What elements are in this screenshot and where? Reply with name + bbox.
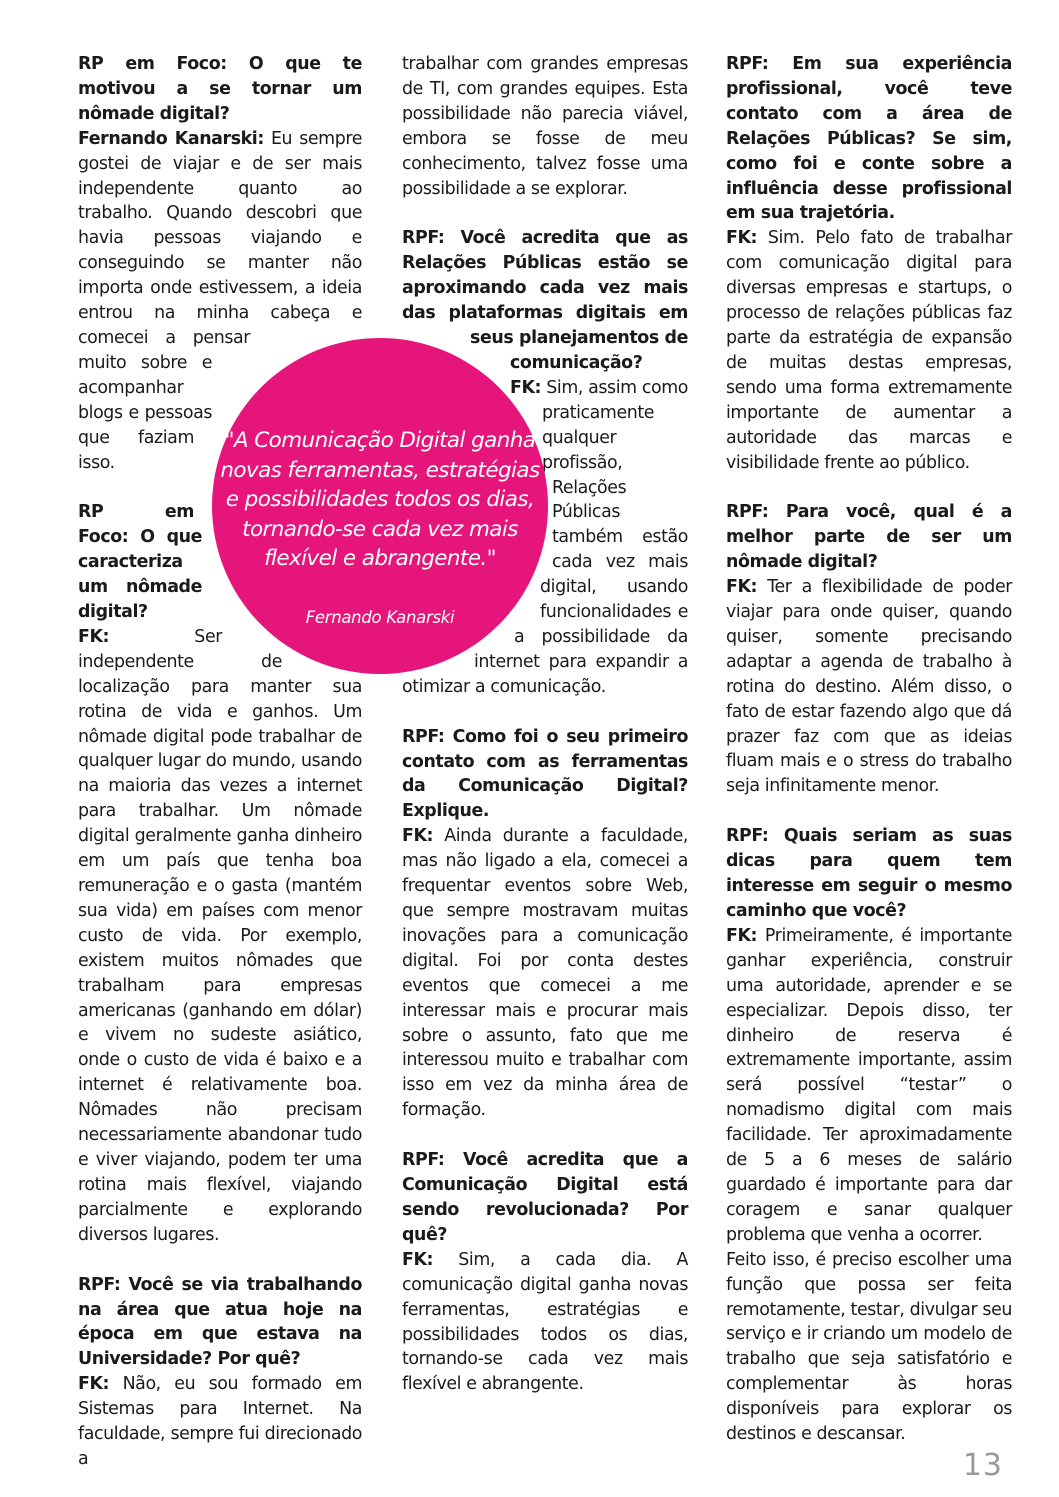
answer-3-continued bbox=[402, 52, 688, 201]
pull-quote-text: "A Comunicação Digital ganha novas ferramentas, estratégias e possibilidades todos os dias, tornando-se cada vez mais flexível e abrangente." bbox=[220, 428, 540, 571]
answer-9 bbox=[726, 924, 1012, 1248]
answer-3 bbox=[78, 1372, 362, 1472]
answer-9-continued bbox=[726, 1248, 1012, 1447]
pull-quote-author: Fernando Kanarski bbox=[305, 608, 455, 627]
question-6: RPF: Você acredita que a Comunicação Digital está sendo revolucionada? Por quê? bbox=[402, 1150, 688, 1245]
answer-label: FK: bbox=[726, 925, 758, 946]
answer-label: FK: bbox=[402, 826, 434, 847]
answer-text: trabalhar com grandes empresas de TI, com grandes equipes. Esta possibilidade não parecia viável, embora se fosse de meu conhecimento, talvez fosse uma possibilidade a se explorar. bbox=[402, 54, 688, 199]
answer-label: FK: bbox=[78, 626, 110, 647]
question-4: RPF: Você acredita que as Relações Públicas estão se aproximando cada vez mais das plataformas digitais em seus planejamentos de comunicação? bbox=[402, 228, 688, 373]
question-3: RPF: Você se via trabalhando na área que atua hoje na época em que estava na Universidade? Por quê? bbox=[78, 1274, 362, 1370]
answer-8 bbox=[726, 575, 1012, 799]
answer-text: Feito isso, é preciso escolher uma função que possa ser feita remotamente, testar, divulgar seu serviço e ir criando um modelo de trabalho que seja satisfatório e complementar às horas disponíveis para explorar os destinos e descansar. bbox=[726, 1249, 1012, 1445]
answer-text: Sim, a cada dia. A comunicação digital ganha novas ferramentas, estratégias e possibilidades todos os dias, tornando-se cada vez mais flexível e abrangente. bbox=[402, 1249, 688, 1395]
answer-text: Não, eu sou formado em Sistemas para Internet. Na faculdade, sempre fui direcionado a bbox=[78, 1374, 362, 1469]
question-7: RPF: Em sua experiência profissional, você teve contato com a área de Relações Públicas? Se sim, como foi e conte sobre a influência desse profissional em sua trajetória. bbox=[726, 54, 1012, 224]
answer-6 bbox=[402, 1248, 688, 1397]
answer-label: Fernando Kanarski: bbox=[78, 128, 264, 149]
answer-text: Sim. Pelo fato de trabalhar com comunicação digital para diversas empresas e startups, o processo de relações públicas faz parte da estratégia de expansão de muitas destas empresas, sendo uma forma extremamente importante de aumentar a autoridade das marcas e visibilidade frente ao público. bbox=[726, 228, 1012, 473]
answer-5 bbox=[402, 824, 688, 1123]
answer-7 bbox=[726, 226, 1012, 475]
answer-text: Primeiramente, é importante ganhar experiência, construir uma autoridade, aprender e se especializar. Depois disso, ter dinheiro de reserva é extremamente importante, assim será possível “testar” o nomadismo digital com mais facilidade. Ter aproximadamente de 5 a 6 meses de salário guardado é importante para dar coragem e sanar qualquer problema que venha a ocorrer. bbox=[726, 925, 1012, 1245]
question-9: RPF: Quais seriam as suas dicas para quem tem interesse em seguir o mesmo caminho que você? bbox=[726, 826, 1012, 921]
question-8: RPF: Para você, qual é a melhor parte de ser um nômade digital? bbox=[726, 502, 1012, 573]
question-2: RP em Foco: O que caracteriza um nômade digital? bbox=[78, 502, 202, 623]
answer-text: Eu sempre gostei de viajar e de ser mais independente quanto ao trabalho. Quando descobri que havia pessoas viajando e conseguindo se manter não importa onde estivessem, a ideia entrou na minha cabeça e comecei a pensar muito sobre e acompanhar blogs e pessoas que faziam isso. bbox=[78, 128, 363, 473]
answer-label: FK: bbox=[726, 228, 758, 249]
answer-label: FK: bbox=[726, 577, 758, 598]
column-3 bbox=[726, 52, 1012, 1447]
answer-label: FK: bbox=[78, 1374, 110, 1395]
answer-2 bbox=[78, 625, 362, 1248]
answer-label: FK: bbox=[402, 1249, 434, 1270]
column-1 bbox=[78, 52, 362, 1472]
page-number: 13 bbox=[962, 1448, 1003, 1483]
answer-text: Ter a flexibilidade de poder viajar para onde quiser, quando quiser, somente precisando adaptar a agenda de trabalho à rotina do destino. Além disso, o fato de estar fazendo algo que dá prazer faz com que as ideias fluam mais e o stress do trabalho seja infinitamente menor. bbox=[726, 577, 1012, 797]
question-1: RP em Foco: O que te motivou a se tornar um nômade digital? bbox=[78, 54, 362, 124]
column-2 bbox=[402, 52, 688, 1397]
answer-text: Sim, assim como praticamente qualquer profissão, Relações Públicas também estão cada vez mais digital, usando funcionalidades e a possibilidade da internet para expandir a otimizar a comunicação. bbox=[402, 377, 688, 697]
pull-quote-circle bbox=[212, 338, 548, 674]
question-5: RPF: Como foi o seu primeiro contato com as ferramentas da Comunicação Digital? Explique. bbox=[402, 726, 688, 822]
answer-text: Ainda durante a faculdade, mas não ligado a ela, comecei a frequentar eventos sobre Web, que sempre mostravam muitas inovações para a comunicação digital. Foi por conta destes eventos que comecei a me interessar mais e procurar mais sobre o assunto, fato que me interessou muito e trabalhar com isso em vez da minha área de formação. bbox=[402, 826, 688, 1121]
answer-text: Ser independente de localização para manter sua rotina de vida e ganhos. Um nômade digital pode trabalhar de qualquer lugar do mundo, usando na maioria das vezes a internet para trabalhar. Um nômade digital geralmente ganha dinheiro em um país que tenha boa remuneração e o gasta (mantém sua vida) em países com menor custo de vida. Por exemplo, existem muitos nômades que trabalham para empresas americanas (ganhando em dólar) e vivem no sudeste asiático, onde o custo de vida é baixo e a internet é relativamente boa. Nômades não precisam necessariamente abandonar tudo e viver viajando, podem ter uma rotina mais flexível, viajando parcialmente e explorando diversos lugares. bbox=[78, 626, 362, 1245]
answer-label: FK: bbox=[510, 377, 542, 398]
